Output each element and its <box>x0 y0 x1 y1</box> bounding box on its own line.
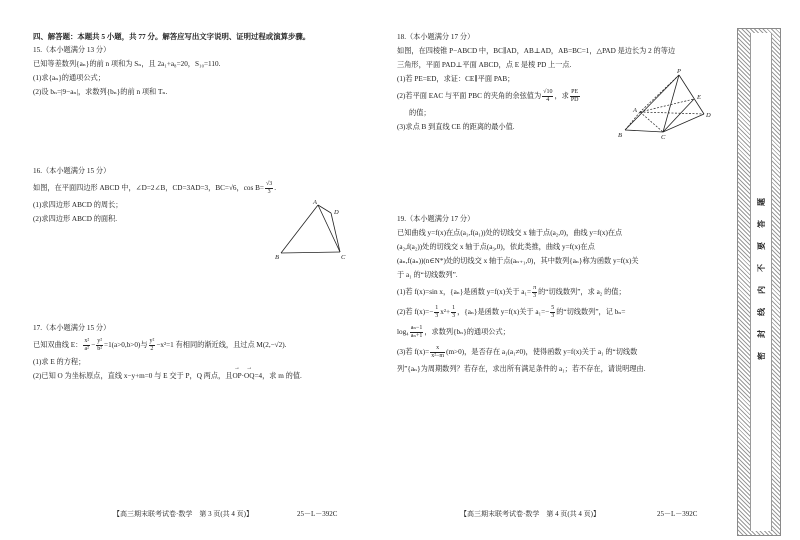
problem-text-line <box>33 57 220 71</box>
problem-text-line <box>397 342 646 362</box>
footer-title: 【高三期末联考试卷·数学 第 3 页(共 4 页)】 <box>113 510 253 518</box>
fraction-numerator: √10 <box>543 88 553 95</box>
fraction-numerator: x² <box>84 337 90 344</box>
text-run: 如图，在四棱锥 P−ABCD 中，BC∥AD，AB⊥AD，AB=BC=1，△PAD 是边长为 2 的等边 <box>397 47 676 55</box>
text-run: (1)求四边形 ABCD 的周长； <box>33 201 123 209</box>
text-run: −x²=1 有相同的渐近线，且过点 M(2,−√2). <box>156 341 287 349</box>
text-run: (m>0)，是否存在 a₁(a₁≠0)，使得函数 y=f(x)关于 a₁ 的“切线数 <box>446 348 638 356</box>
label-a: A <box>633 107 637 114</box>
problem-heading: 19.（本小题满分 17 分） <box>397 215 475 223</box>
text-run: (aₙ,f(aₙ))(n∈N*)处的切线交 x 轴于点(aₙ₊₁,0)，其中数列{aₙ}称为函数 y=f(x)关 <box>397 257 639 265</box>
label-c: C <box>661 134 666 140</box>
problem-text-line <box>397 282 646 302</box>
footer-code: 25－L－392C <box>657 510 698 518</box>
fraction <box>451 305 456 320</box>
fraction <box>434 305 439 320</box>
fraction <box>570 89 580 104</box>
label-b: B <box>618 132 622 139</box>
text-run: − <box>91 341 96 349</box>
text-run: 已知曲线 y=f(x)在点(a₁,f(a₁))处的切线交 x 轴于点(a₂,0)，曲线 y=f(x)在点 <box>397 229 623 237</box>
fraction-numerator: x <box>430 345 445 353</box>
fraction-denominator: PD <box>570 96 579 103</box>
text-run: · <box>241 372 245 380</box>
problem-heading: 18.（本小题满分 17 分） <box>397 33 475 41</box>
fraction-numerator: 1 <box>435 304 439 311</box>
problem-text-line <box>33 369 302 383</box>
footer-code: 25－L－392C <box>297 510 338 518</box>
fraction-denominator: 2 <box>150 345 154 352</box>
text-run: =4，求 m 的值. <box>254 372 302 380</box>
problem-text-line <box>33 178 276 198</box>
problem-17 <box>33 321 302 383</box>
vector: → OP <box>232 371 241 381</box>
fraction-denominator: b² <box>97 345 103 352</box>
text-run: 的“切线数列”，求 a₂ 的值； <box>538 288 626 296</box>
exam-page-4 <box>395 0 735 540</box>
fraction-denominator: a² <box>84 345 89 352</box>
label-e: E <box>697 94 701 101</box>
problem-text-line <box>33 198 276 212</box>
label-b: B <box>275 254 279 261</box>
text-run: (2)若平面 EAC 与平面 PBC 的夹角的余弦值为 <box>397 92 542 100</box>
fraction-numerator: y² <box>97 337 103 344</box>
fraction-denominator: x²−m <box>431 352 445 359</box>
fraction-numerator: PE <box>571 88 579 95</box>
text-run: ，求 <box>554 92 569 100</box>
fraction-denominator: 3 <box>533 292 537 299</box>
fraction <box>83 338 90 353</box>
fraction-denominator: 4 <box>546 96 550 103</box>
text-run: (2)设 bₙ=|9−aₙ|，求数列{bₙ}的前 n 项和 Tₙ. <box>33 88 168 96</box>
text-run: 三角形，平面 PAD⊥平面 ABCD，点 E 是棱 PD 上一点. <box>397 61 572 69</box>
text-run: 于 a₁ 的“切线数列”. <box>397 271 458 279</box>
figure-pyramid-p-abcd <box>616 66 712 140</box>
section-header: 四、解答题：本题共 5 小题，共 77 分。解答应写出文字说明、证明过程或演算步骤。 <box>33 32 311 41</box>
text-run: log₄ <box>397 328 409 336</box>
text-run: (1)求{aₙ}的通项公式； <box>33 74 105 82</box>
text-run: 已知等差数列{aₙ}的前 n 项和为 Sₙ，且 2a₁+a₈=20，S₁₀=110. <box>33 60 221 68</box>
fraction-numerator: y² <box>149 337 155 344</box>
problem-text-line <box>33 85 220 99</box>
problem-19 <box>397 212 646 376</box>
problem-15 <box>33 43 220 99</box>
exam-page-3 <box>0 0 395 540</box>
label-d: D <box>334 209 339 216</box>
problem-text-line <box>397 254 646 268</box>
problem-text-line <box>33 212 276 226</box>
figure-quadrilateral-abcd <box>274 196 350 262</box>
text-run: (3)若 f(x)= <box>397 348 430 356</box>
fraction <box>532 285 537 300</box>
problem-text-line <box>397 322 646 342</box>
problem-text-line <box>397 44 675 58</box>
problem-text-line <box>33 355 302 369</box>
text-run: ，{aₙ}是函数 y=f(x)关于 a₁=− <box>457 308 550 316</box>
problem-16 <box>33 164 276 226</box>
binding-margin-notice: 密封线内不要答题 <box>757 184 766 360</box>
footer-title: 【高三期末联考试卷·数学 第 4 页(共 4 页)】 <box>460 510 600 518</box>
problem-text-line <box>397 362 646 376</box>
text-run: 如图，在平面四边形 ABCD 中，∠D=2∠B，CD=3AD=3，BC=√6，cos B= <box>33 184 264 192</box>
problem-text-line <box>397 240 646 254</box>
text-run: 已知双曲线 E： <box>33 341 83 349</box>
problem-text-line <box>397 226 646 240</box>
text-run: ，求数列{bₙ}的通项公式； <box>424 328 510 336</box>
problem-heading: 15.（本小题满分 13 分） <box>33 46 111 54</box>
label-p: P <box>677 68 681 75</box>
text-run: x²+ <box>440 308 451 316</box>
fraction-numerator: π <box>533 284 537 291</box>
problem-heading: 17.（本小题满分 15 分） <box>33 324 111 332</box>
fraction <box>265 181 273 196</box>
text-run: 的“切线数列”，记 bₙ= <box>556 308 626 316</box>
fraction <box>550 305 555 320</box>
text-run: 列”{aₙ}为周期数列？若存在，求出所有满足条件的 a₁；若不存在，请说明理由. <box>397 365 646 373</box>
fraction-numerator: 5 <box>551 304 555 311</box>
fraction-denominator: 3 <box>551 312 555 319</box>
fraction-denominator: 3 <box>267 188 271 195</box>
label-d: D <box>706 112 711 119</box>
text-run: . <box>274 184 277 192</box>
problem-heading: 16.（本小题满分 15 分） <box>33 167 111 175</box>
text-run: (1)若 PE=ED，求证：CE∥平面 PAB； <box>397 75 515 83</box>
fraction <box>149 338 156 353</box>
fraction <box>410 325 424 340</box>
fraction-numerator: 1 <box>452 304 456 311</box>
problem-text-line <box>33 335 302 355</box>
label-c: C <box>341 254 346 261</box>
text-run: =1(a>0,b>0)与 <box>104 341 148 349</box>
label-a: A <box>313 199 317 206</box>
fraction-numerator: aₙ−1 <box>410 324 423 331</box>
text-run: (1)求 E 的方程； <box>33 358 86 366</box>
problem-text-line <box>397 302 646 322</box>
text-run: (2)若 f(x)=− <box>397 308 434 316</box>
fraction-numerator: √3 <box>265 180 273 187</box>
fraction <box>96 338 103 353</box>
text-run: (2)已知 O 为坐标原点，直线 x−y+m=0 与 E 交于 P，Q 两点，且 <box>33 372 233 380</box>
text-run: 的值； <box>409 109 431 117</box>
problem-text-line <box>33 71 220 85</box>
fraction-denominator: aₙ+1 <box>410 332 423 339</box>
fraction <box>542 89 553 104</box>
text-run: (a₂,f(a₂))处的切线交 x 轴于点(a₃,0)，依此类推，曲线 y=f(x)在点 <box>397 243 595 251</box>
fraction-denominator: 3 <box>452 312 456 319</box>
fraction-denominator: 3 <box>435 312 439 319</box>
text-run: (3)求点 B 到直线 CE 的距离的最小值. <box>397 123 515 131</box>
vector: → OQ <box>244 371 254 381</box>
text-run: (1)若 f(x)=sin x，{aₙ}是函数 y=f(x)关于 a₁= <box>397 288 532 296</box>
text-run: (2)求四边形 ABCD 的面积. <box>33 215 118 223</box>
fraction <box>430 345 445 360</box>
problem-text-line <box>397 268 646 282</box>
